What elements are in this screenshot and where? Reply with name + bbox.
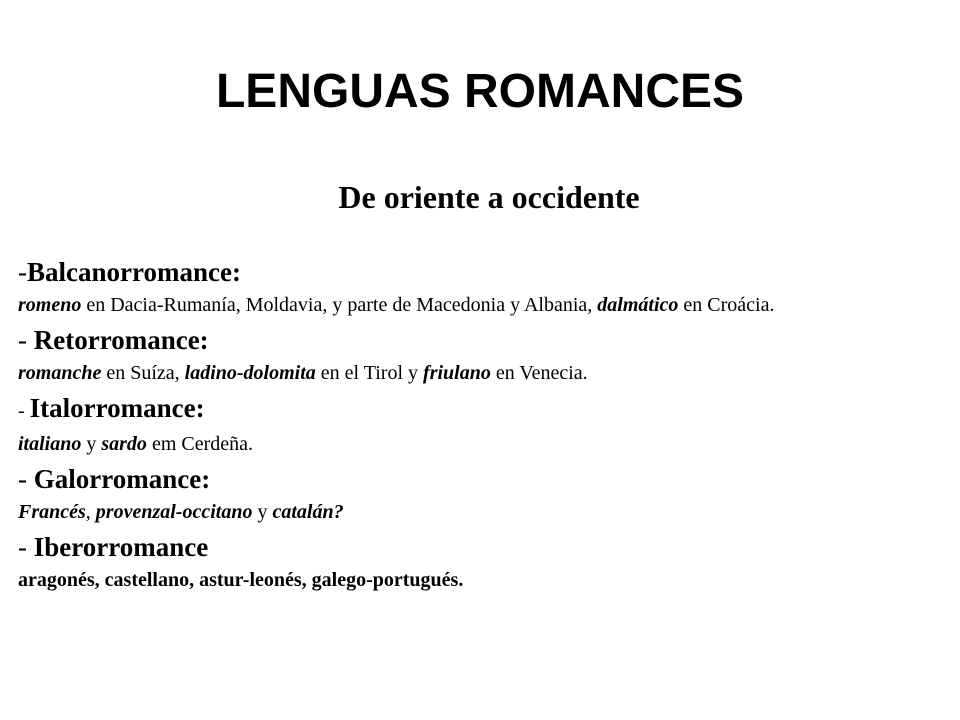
group-name: Italorromance: xyxy=(29,393,205,423)
group-dash: - xyxy=(18,257,27,287)
detail-text: , xyxy=(85,501,96,523)
language-list-iberorromance: aragonés, castellano, astur-leonés, galego-portugués. xyxy=(18,569,464,591)
detail-text: y xyxy=(81,433,102,455)
language-ladino-dolomita: ladino-dolomita xyxy=(184,362,316,384)
group-detail-retorromance xyxy=(18,358,948,388)
group-name: Retorromance: xyxy=(33,325,209,355)
detail-text: en Venecia. xyxy=(490,362,588,384)
language-provenzal-occitano: provenzal-occitano xyxy=(95,501,253,523)
language-romanche: romanche xyxy=(18,362,102,384)
language-catalan: catalán? xyxy=(272,501,344,523)
detail-text: en Croácia. xyxy=(678,294,775,316)
group-detail-balcanorromance xyxy=(18,290,948,320)
language-romeno: romeno xyxy=(18,294,82,316)
group-detail-galorromance xyxy=(18,497,948,527)
group-dash: - xyxy=(18,464,34,494)
group-detail-italorromance xyxy=(18,429,948,459)
slide-subtitle: De oriente a occidente xyxy=(338,179,640,215)
detail-text: em Cerdeña. xyxy=(146,433,254,455)
language-dalmatico: dalmático xyxy=(597,294,679,316)
detail-text: en el Tirol y xyxy=(315,362,424,384)
language-frances: Francés xyxy=(18,501,86,523)
group-name: Galorromance: xyxy=(33,464,211,494)
group-heading-galorromance xyxy=(18,461,948,497)
group-dash: - xyxy=(18,400,30,422)
group-detail-iberorromance xyxy=(18,565,948,595)
group-heading-italorromance xyxy=(18,390,948,429)
group-heading-iberorromance xyxy=(18,529,948,565)
detail-text: en Dacia-Rumanía, Moldavia, y parte de Macedonia y Albania, xyxy=(81,294,598,316)
language-sardo: sardo xyxy=(101,433,147,455)
detail-text: en Suíza, xyxy=(101,362,185,384)
language-italiano: italiano xyxy=(18,433,82,455)
group-name: Iberorromance xyxy=(33,532,209,562)
group-dash: - xyxy=(18,532,34,562)
group-name: Balcanorromance: xyxy=(27,257,241,287)
group-heading-balcanorromance xyxy=(18,254,948,290)
language-groups xyxy=(18,254,948,595)
group-heading-retorromance xyxy=(18,322,948,358)
group-dash: - xyxy=(18,325,34,355)
language-friulano: friulano xyxy=(423,362,491,384)
slide-title: LENGUAS ROMANCES xyxy=(215,65,745,118)
detail-text: y xyxy=(252,501,273,523)
